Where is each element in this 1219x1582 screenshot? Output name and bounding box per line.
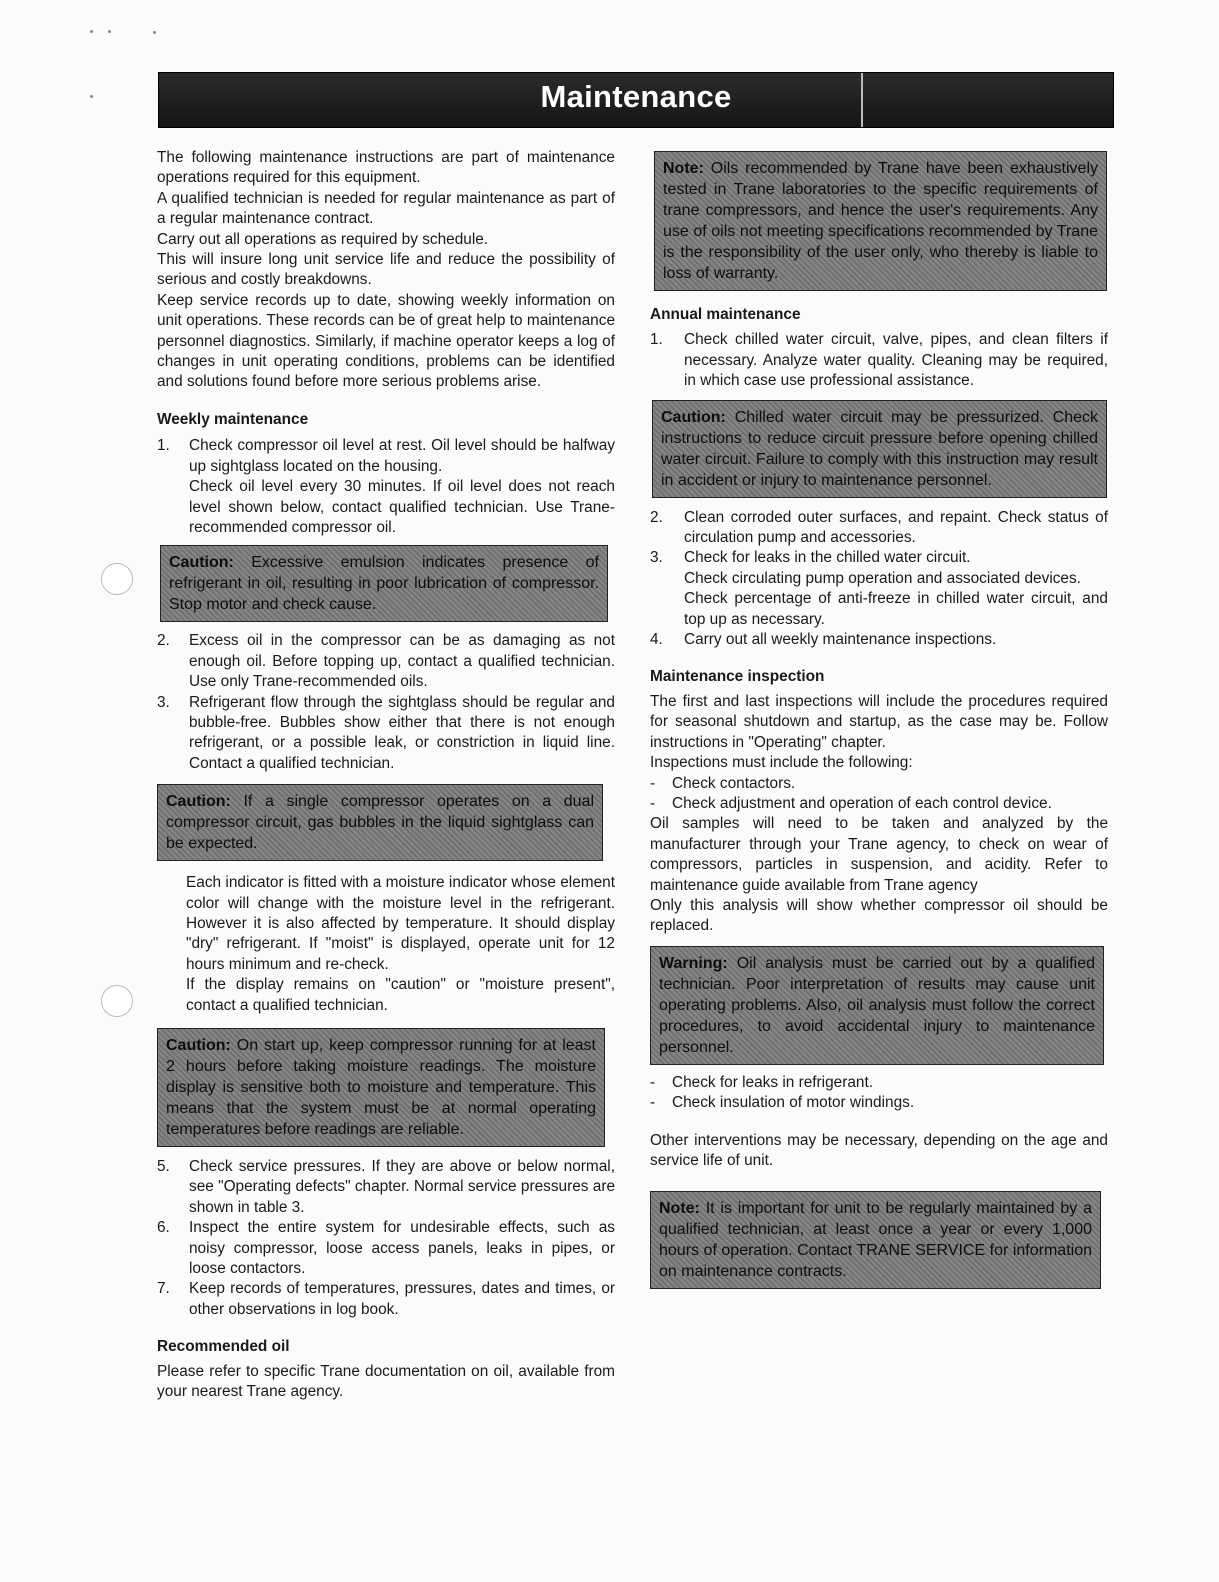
check-text: Check insulation of motor windings. bbox=[672, 1094, 915, 1112]
list-item bbox=[157, 693, 615, 775]
dash-marker: - bbox=[650, 1094, 656, 1112]
check-item bbox=[650, 1093, 1108, 1113]
list-number: 7. bbox=[157, 1280, 170, 1298]
inspection-paragraph: The first and last inspections will include the procedures required for seasonal shutdown and startup, as the case may be. Follow instructions in "Operating" chapter. bbox=[650, 692, 1108, 751]
intro-paragraph: Keep service records up to date, showing weekly information on unit operations. These records can be of great help to maintenance personnel diagnostics. Similarly, if machine operator keeps a log of changes in unit operating conditions, problems can be identified and solutions found before more serious problems arise. bbox=[157, 291, 615, 391]
list-number: 1. bbox=[650, 331, 663, 349]
check-item bbox=[650, 794, 1108, 814]
list-text: Inspect the entire system for undesirable effects, such as noisy compressor, loose access panels, leaks in pipes, or loose contactors. bbox=[189, 1219, 615, 1278]
dash-marker: - bbox=[650, 1073, 656, 1091]
note-box bbox=[650, 1191, 1101, 1289]
list-text: Check compressor oil level at rest. Oil level should be halfway up sightglass located on the housing. bbox=[189, 437, 615, 475]
inspection-paragraph: Inspections must include the following: bbox=[650, 754, 913, 772]
check-item bbox=[650, 1073, 1108, 1093]
caution-label: Caution: bbox=[166, 1037, 231, 1054]
page-header-bar bbox=[158, 72, 1114, 128]
intro-paragraph: Carry out all operations as required by schedule. bbox=[157, 230, 489, 248]
list-item bbox=[650, 330, 1108, 391]
list-item bbox=[157, 1218, 615, 1279]
list-number: 2. bbox=[157, 632, 170, 650]
caution-box bbox=[157, 784, 603, 861]
list-text: Refrigerant flow through the sightglass should be regular and bubble-free. Bubbles show either that there is not enough refrigerant, or a possible leak, or constriction in liquid line. Contact a qualified technician. bbox=[189, 693, 615, 772]
note-label: Note: bbox=[663, 160, 704, 177]
list-item bbox=[157, 1279, 615, 1320]
caution-text: If a single compressor operates on a dual compressor circuit, gas bubbles in the liquid sightglass can be expected. bbox=[166, 793, 594, 853]
list-item bbox=[157, 436, 615, 538]
warning-label: Warning: bbox=[659, 954, 728, 972]
binder-hole bbox=[101, 985, 133, 1017]
list-item bbox=[650, 508, 1108, 549]
note-label: Note: bbox=[659, 1200, 700, 1218]
list-number: 4. bbox=[650, 631, 663, 649]
section-heading-inspection: Maintenance inspection bbox=[650, 668, 825, 686]
check-text: Check contactors. bbox=[672, 774, 796, 792]
list-text: Check oil level every 30 minutes. If oil level does not reach level shown below, contact qualified technician. Use Trane-recommended compressor oil. bbox=[189, 478, 615, 536]
note-box bbox=[654, 151, 1107, 291]
check-text: Check adjustment and operation of each control device. bbox=[672, 794, 1052, 812]
caution-box bbox=[160, 545, 608, 622]
caution-box bbox=[157, 1028, 605, 1147]
left-column bbox=[157, 148, 615, 1402]
dash-marker: - bbox=[650, 794, 656, 812]
scan-speck bbox=[90, 95, 93, 98]
check-item bbox=[650, 774, 1108, 794]
binder-hole bbox=[101, 563, 133, 595]
list-text: Check percentage of anti-freeze in chilled water circuit, and top up as necessary. bbox=[684, 590, 1108, 628]
other-interventions-paragraph: Other interventions may be necessary, depending on the age and service life of unit. bbox=[650, 1131, 1108, 1169]
list-text: Check service pressures. If they are above or below normal, see "Operating defects" chapter. Normal service pressures are shown in table 3. bbox=[189, 1158, 615, 1216]
warning-text: Oil analysis must be carried out by a qualified technician. Poor interpretation of results may cause unit operating problems. Also, oil analysis must follow the correct procedures, to avoid accidental injury to maintenance personnel. bbox=[659, 954, 1095, 1056]
scan-speck bbox=[90, 30, 93, 33]
oil-paragraph: Please refer to specific Trane documentation on oil, available from your nearest Trane agency. bbox=[157, 1362, 615, 1401]
scan-speck bbox=[108, 30, 111, 33]
list-text: Keep records of temperatures, pressures, dates and times, or other observations in log book. bbox=[189, 1280, 615, 1318]
note-text: It is important for unit to be regularly maintained by a qualified technician, at least once a year or every 1,000 hours of operation. Contact TRANE SERVICE for information on maintenance contracts. bbox=[659, 1200, 1092, 1281]
list-item bbox=[650, 630, 1108, 650]
list-item bbox=[157, 1157, 615, 1218]
right-column bbox=[650, 151, 1108, 1289]
warning-box bbox=[650, 946, 1104, 1065]
scan-speck bbox=[153, 31, 156, 34]
caution-text: Excessive emulsion indicates presence of refrigerant in oil, resulting in poor lubrication of compressor. Stop motor and check cause. bbox=[169, 554, 599, 614]
caution-label: Caution: bbox=[166, 793, 231, 811]
header-divider bbox=[861, 73, 863, 127]
intro-paragraph: This will insure long unit service life and reduce the possibility of serious and costly breakdowns. bbox=[157, 251, 615, 289]
page-title: Maintenance bbox=[540, 79, 732, 114]
check-text: Check for leaks in refrigerant. bbox=[672, 1073, 874, 1091]
indicator-paragraph: If the display remains on "caution" or "moisture present", contact a qualified technician. bbox=[186, 976, 615, 1014]
section-heading-oil: Recommended oil bbox=[157, 1338, 290, 1356]
caution-label: Caution: bbox=[661, 408, 726, 426]
list-number: 3. bbox=[157, 693, 170, 711]
list-number: 1. bbox=[157, 437, 170, 455]
caution-text: Chilled water circuit may be pressurized. Check instructions to reduce circuit pressure before opening chilled water circuit. Failure to comply with this instruction may result in accident or injury to maintenance personnel. bbox=[661, 408, 1098, 489]
section-heading-annual: Annual maintenance bbox=[650, 306, 801, 323]
intro-paragraph: The following maintenance instructions are part of maintenance operations required for this equipment. bbox=[157, 149, 615, 187]
list-text: Check chilled water circuit, valve, pipes, and clean filters if necessary. Analyze water quality. Cleaning may be required, in which case use professional assistance. bbox=[684, 331, 1108, 390]
section-heading-weekly: Weekly maintenance bbox=[157, 410, 309, 428]
indicator-block bbox=[157, 873, 615, 1016]
list-text: Excess oil in the compressor can be as damaging as not enough oil. Before topping up, contact a qualified technician. Use only Trane-recommended oils. bbox=[189, 632, 615, 691]
indicator-paragraph: Each indicator is fitted with a moisture indicator whose element color will change with the moisture level in the refrigerant. However it is also affected by temperature. It should display "dry" refrigerant. If "moist" is displayed, operate unit for 12 hours minimum and re-check. bbox=[186, 874, 615, 973]
intro-paragraph: A qualified technician is needed for regular maintenance as part of a regular maintenance contract. bbox=[157, 189, 615, 228]
list-text: Clean corroded outer surfaces, and repaint. Check status of circulation pump and accessories. bbox=[684, 508, 1108, 547]
list-number: 5. bbox=[157, 1158, 170, 1175]
list-text: Carry out all weekly maintenance inspections. bbox=[684, 631, 997, 649]
list-text: Check for leaks in the chilled water circuit. bbox=[684, 549, 971, 567]
list-item bbox=[157, 631, 615, 692]
list-number: 3. bbox=[650, 549, 663, 567]
list-item bbox=[650, 548, 1108, 630]
caution-text: On start up, keep compressor running for at least 2 hours before taking moisture readings. The moisture display is sensitive both to moisture and temperature. This means that the system must be at normal operating temperatures before readings are reliable. bbox=[166, 1037, 596, 1138]
caution-box bbox=[652, 400, 1107, 498]
list-text: Check circulating pump operation and associated devices. bbox=[684, 569, 1081, 587]
oil-samples-paragraph: Only this analysis will show whether compressor oil should be replaced. bbox=[650, 896, 1108, 935]
dash-marker: - bbox=[650, 774, 656, 792]
caution-label: Caution: bbox=[169, 554, 234, 572]
list-number: 6. bbox=[157, 1219, 170, 1237]
list-number: 2. bbox=[650, 508, 663, 526]
note-text: Oils recommended by Trane have been exhaustively tested in Trane laboratories to the specific requirements of trane compressors, and hence the user's requirements. Any use of oils not meeting specifications recommended by Trane is the responsibility of the user only, who thereby is liable to loss of warranty. bbox=[663, 160, 1098, 282]
oil-samples-paragraph: Oil samples will need to be taken and analyzed by the manufacturer through your Trane agency, to check on wear of compressors, particles in suspension, and acidity. Refer to maintenance guide available from Trane agency bbox=[650, 815, 1108, 894]
